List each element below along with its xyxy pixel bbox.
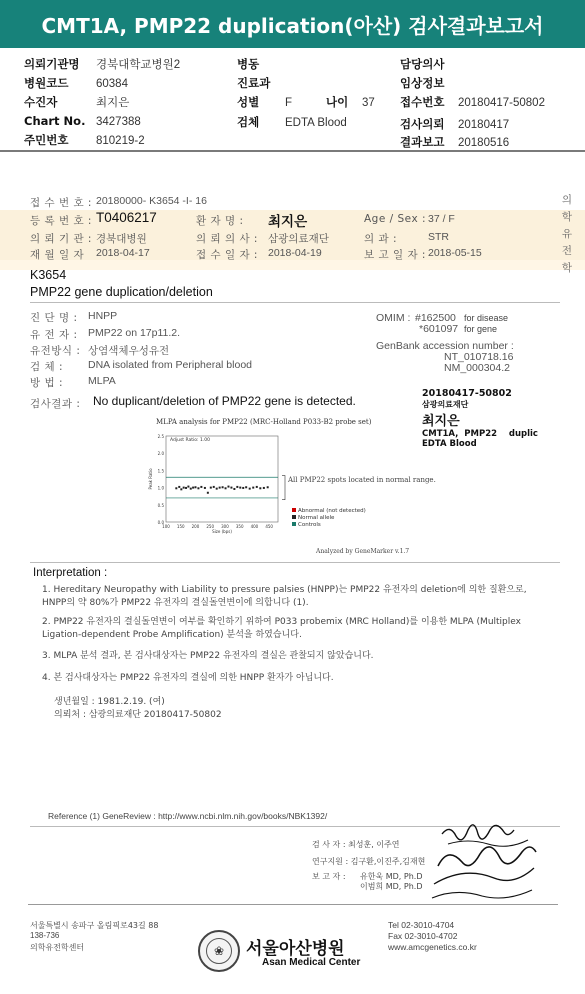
doctor-value: 삼광의료재단 (268, 233, 329, 245)
data-point (233, 488, 235, 490)
tel: Tel 02-3010-4704 (388, 920, 455, 930)
sticker-line: 20180417-50802 (422, 388, 512, 399)
header-key: 성별 (237, 95, 260, 109)
x-tick-label: 300 (221, 524, 229, 529)
header-key: 검체 (237, 115, 260, 129)
data-point (230, 487, 232, 489)
y-tick-label: 1.0 (157, 485, 164, 491)
header-key: 임상정보 (400, 76, 445, 90)
dept-value: STR (428, 231, 449, 243)
inst-label: 의 뢰 기 관 : (30, 233, 92, 245)
report-title: CMT1A, PMP22 duplication(아산) 검사결과보고서 (0, 0, 585, 48)
gene-label: 유 전 자 : (30, 329, 78, 341)
sticker-line: 최지은 (422, 414, 460, 429)
address-1: 서울특별시 송파구 올림픽로43길 88 (30, 921, 159, 930)
data-point (236, 486, 238, 488)
highlight-band (0, 260, 585, 270)
header-key: 병동 (237, 57, 260, 71)
hospital-name-en: Asan Medical Center (262, 957, 361, 968)
chart-legend (292, 508, 366, 529)
data-point (219, 487, 221, 489)
accession-label: 접 수 번 호 : (30, 197, 92, 209)
reg-label: 등 록 번 호 : (30, 215, 92, 227)
header-value: 20180417 (458, 119, 510, 131)
header-row (24, 94, 129, 110)
legend-label: Controls (298, 522, 321, 528)
data-point (178, 486, 180, 488)
omim-label: OMIM : (376, 312, 411, 324)
data-point (263, 487, 265, 489)
data-point (200, 486, 202, 488)
data-point (210, 487, 212, 489)
reporter-label: 보 고 자 : (312, 872, 346, 881)
specimen-value: DNA isolated from Peripheral blood (88, 359, 253, 371)
x-tick-label: 200 (191, 524, 200, 529)
header-key: 병원코드 (24, 76, 69, 90)
divider (30, 302, 560, 303)
reference: Reference (1) GeneReview : http://www.ncbi.nlm.nih.gov/books/NBK1392/ (48, 811, 328, 821)
recv-value: 2018-04-19 (268, 247, 322, 259)
x-tick-label: 400 (250, 524, 259, 529)
sticker-line: 삼광의료재단 (422, 400, 469, 409)
legend-label: Normal allele (298, 515, 335, 521)
fax: Fax 02-3010-4702 (388, 931, 458, 941)
dx-label: 진 단 명 : (30, 312, 78, 324)
data-point (192, 487, 194, 489)
side-char: 학 (561, 262, 573, 274)
divider (30, 562, 560, 563)
sample-sticker (422, 388, 538, 449)
test-name: PMP22 gene duplication/deletion (30, 285, 213, 299)
asan-logo-icon (198, 930, 240, 972)
x-tick-label: 450 (265, 524, 273, 529)
dob: 생년월일 : 1981.2.19. (여) (54, 697, 165, 707)
result-value: No duplicant/deletion of PMP22 gene is detected. (93, 394, 356, 408)
agesex-label: Age / Sex : (364, 213, 427, 225)
data-point (227, 486, 229, 488)
data-point (207, 492, 209, 494)
header-row (24, 132, 145, 148)
examiner: 검 사 자 : 최성훈, 이주연 (312, 840, 400, 849)
x-tick-label: 350 (235, 524, 244, 529)
legend-swatch (292, 522, 296, 526)
y-axis-label: Peak Ratio (148, 468, 153, 490)
header-row (24, 75, 128, 91)
report-header (0, 48, 585, 152)
scanned-report (0, 154, 585, 994)
x-axis-label: Size (bps) (212, 529, 232, 534)
header-value: 경북대학교병원2 (96, 59, 181, 71)
referrer: 의뢰처 : 삼광의료재단 20180417-50802 (54, 710, 222, 720)
plot-frame (166, 436, 278, 522)
normal-range-bracket (282, 476, 285, 500)
header-key: 진료과 (237, 76, 271, 90)
x-tick-label: 150 (176, 524, 185, 529)
legend-swatch (292, 508, 296, 512)
genbank-label: GenBank accession number : (376, 340, 514, 352)
omim-1-note: for disease (464, 313, 509, 323)
doctor-label: 의 뢰 의 사 : (196, 233, 258, 245)
data-point (197, 487, 199, 489)
test-code: K3654 (30, 268, 67, 282)
chart-svg (146, 426, 416, 566)
website: www.amcgenetics.co.kr (388, 942, 477, 952)
y-tick-label: 2.0 (157, 451, 164, 457)
data-point (242, 487, 244, 489)
header-age (326, 94, 375, 110)
header-row (24, 56, 180, 72)
researcher: 연구지원 : 김구환,이진주,김재현 (312, 857, 426, 866)
adjust-ratio-label: Adjust Ratio: 1.00 (170, 438, 211, 443)
gene-value: PMP22 on 17p11.2. (88, 327, 181, 339)
header-row (237, 94, 292, 110)
data-point (222, 486, 224, 488)
header-row (237, 114, 347, 130)
side-char: 전 (561, 245, 573, 257)
chart-title: MLPA analysis for PMP22 (MRC-Holland P033-B2 probe set) (156, 418, 372, 426)
interpretation-item: 4. 본 검사대상자는 PMP22 유전자의 결실에 의한 HNPP 환자가 아닙니다. (42, 673, 334, 683)
header-row (237, 75, 285, 91)
dx-value: HNPP (88, 310, 118, 322)
report-date-label: 보 고 일 자 : (364, 249, 426, 261)
header-key: 주민번호 (24, 133, 69, 147)
header-row (237, 56, 285, 72)
legend-item (292, 515, 366, 522)
result-label: 검사결과 : (30, 398, 81, 410)
divider (28, 904, 558, 905)
y-tick-label: 2.5 (157, 434, 164, 439)
department-side-text (558, 192, 576, 277)
data-point (183, 487, 185, 489)
header-value: 20180516 (458, 137, 510, 149)
side-char: 학 (561, 211, 573, 223)
omim-2-note: for gene (464, 324, 498, 334)
legend-item (292, 508, 366, 515)
data-point (194, 486, 196, 488)
interpretation-item: 1. Hereditary Neuropathy with Liability to pressure palsies (HNPP)는 PMP22 유전자의 deletion에 의한 질환으로, HNPP의 약 80%가 PMP22 유전자의 결실돌연변이에 의합니다 (1). (42, 585, 527, 608)
header-value: EDTA Blood (285, 117, 347, 129)
data-point (180, 488, 182, 490)
interpretation-item: 3. MLPA 분석 결과, 본 검사대상자는 PMP22 유전자의 결실은 관찰되지 않았습니다. (42, 651, 374, 661)
side-char: 의 (561, 194, 573, 206)
mlpa-chart (146, 418, 416, 566)
reporter-2: 이범희 MD, Ph.D (360, 882, 423, 891)
legend-swatch (292, 515, 296, 519)
specimen-label: 검 체 : (30, 361, 63, 373)
resample-value: 2018-04-17 (96, 247, 150, 259)
interpretation-heading: Interpretation : (33, 567, 108, 579)
sticker-line: EDTA Blood (422, 439, 477, 449)
inst-value: 경북대병원 (96, 233, 147, 245)
accession-value: 20180000- K3654 -I- 16 (96, 195, 207, 207)
header-value: 3427388 (96, 116, 141, 128)
data-point (245, 486, 247, 488)
header-key: 나이 (326, 95, 349, 109)
header-value: 37 (362, 97, 375, 109)
header-row (24, 114, 141, 128)
header-key: 접수번호 (400, 95, 445, 109)
patient-label: 환 자 명 : (196, 215, 244, 227)
header-value: 60384 (96, 78, 128, 90)
data-point (252, 487, 254, 489)
data-point (204, 487, 206, 489)
header-row (400, 75, 458, 91)
chart-footnote: Analyzed by GeneMarker v.1.7 (316, 548, 410, 555)
recv-label: 접 수 일 자 : (196, 249, 258, 261)
data-point (190, 488, 192, 490)
omim-1: #162500 (415, 312, 456, 324)
reporter-1: 유한욱 MD, Ph.D (360, 872, 423, 881)
report-date-value: 2018-05-15 (428, 247, 482, 259)
data-point (216, 488, 218, 490)
x-tick-label: 250 (206, 524, 215, 529)
legend-item (292, 522, 366, 529)
signature (418, 814, 548, 904)
inherit-value: 상염색체우성유전 (88, 345, 170, 357)
sticker-line: CMT1A, PMP22 duplic (422, 429, 538, 439)
asan-emblem-icon: ❀ (206, 938, 232, 964)
data-point (225, 487, 227, 489)
method-value: MLPA (88, 375, 116, 387)
data-point (256, 486, 258, 488)
chart-annotation: All PMP22 spots located in normal range. (288, 476, 436, 484)
dept-label: 의 과 : (364, 233, 397, 245)
header-key: 담당의사 (400, 57, 445, 71)
side-char: 유 (561, 228, 573, 240)
inherit-label: 유전방식 : (30, 345, 81, 357)
header-row (400, 94, 545, 110)
data-point (239, 487, 241, 489)
data-point (185, 487, 187, 489)
data-point (259, 487, 261, 489)
y-tick-label: 0.5 (157, 502, 164, 508)
reg-value: T0406217 (96, 210, 157, 225)
data-point (249, 488, 251, 490)
y-tick-label: 0.0 (157, 520, 164, 525)
header-value: F (285, 97, 293, 109)
legend-label: Abnormal (not detected) (298, 508, 366, 514)
interpretation-item: 2. PMP22 유전자의 결실돌연변이 여부를 확인하기 위하여 P033 probemix (MRC Holland)를 이용한 MLPA (Multiplex Ligation-dependent Probe Amplification) 분석을 하였습니다. (42, 617, 521, 640)
data-point (213, 486, 215, 488)
header-key: 결과보고 (400, 135, 445, 149)
hospital-name-kr: 서울아산병원 (246, 939, 345, 959)
header-key: 의뢰기관명 (24, 57, 80, 71)
method-label: 방 법 : (30, 377, 63, 389)
patient-value: 최지은 (268, 214, 308, 229)
genbank-1: NT_010718.16 (444, 351, 514, 363)
header-row (400, 134, 509, 150)
header-key: 수진자 (24, 95, 58, 109)
data-point (175, 487, 177, 489)
header-value: 최지은 (96, 97, 130, 109)
header-row (400, 116, 509, 132)
y-tick-label: 1.5 (157, 468, 164, 474)
resample-label: 재 월 일 자 (30, 249, 85, 261)
address-2: 138-736 (30, 931, 60, 940)
genbank-2: NM_000304.2 (444, 362, 510, 374)
x-tick-label: 100 (162, 524, 170, 529)
header-value: 20180417-50802 (458, 97, 545, 109)
omim-2: *601097 (419, 323, 459, 335)
header-row (400, 56, 458, 72)
header-value: 810219-2 (96, 135, 145, 147)
data-point (187, 486, 189, 488)
agesex-value: 37 / F (428, 213, 455, 225)
header-key: Chart No. (24, 114, 86, 128)
data-point (267, 486, 269, 488)
address-3: 의학유전학센터 (30, 943, 85, 952)
header-key: 검사의뢰 (400, 117, 445, 131)
